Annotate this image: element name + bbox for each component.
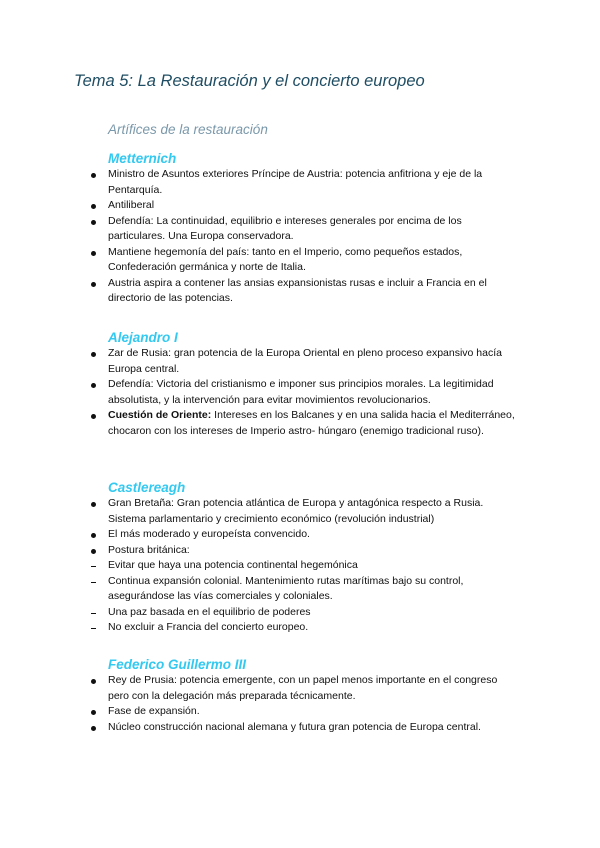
- list-item: Continua expansión colonial. Mantenimiento rutas marítimas bajo su control, asegurándose las vías comerciales y coloniales.: [108, 574, 464, 602]
- federico-list: [90, 673, 520, 735]
- oriente-label: Cuestión de Oriente:: [108, 409, 212, 421]
- list-item: Postura británica:: [108, 543, 190, 556]
- alejandro-list: [90, 346, 520, 439]
- list-item: Antiliberal: [108, 199, 155, 211]
- list-item: [90, 408, 520, 439]
- list-item: Zar de Rusia: gran potencia de la Europa Oriental en pleno proceso expansivo hacía Europa central.: [108, 347, 502, 375]
- section-federico: [0, 657, 600, 735]
- list-item: Ministro de Asuntos exteriores Príncipe de Austria: potencia anfitriona y eje de la Pentarquía.: [108, 168, 483, 196]
- list-item: Austria aspira a contener las ansias expansionistas rusas e incluir a Francia en el directorio de las potencias.: [108, 276, 487, 304]
- list-item: No excluir a Francia del concierto europeo.: [108, 621, 309, 633]
- section-metternich: [0, 151, 600, 307]
- list-item: Defendía: La continuidad, equilibrio e intereses generales por encima de los particulares. Una Europa conservadora.: [108, 214, 462, 242]
- castlereagh-list: [90, 496, 520, 636]
- oriente-text: Intereses en los Balcanes y en una salida hacia el Mediterráneo, chocaron con los intereses de Imperio astro- húngaro (enemigo tradicional ruso).: [108, 409, 515, 437]
- section-heading-alejandro: Alejandro I: [108, 330, 178, 345]
- section-heading-metternich: Metternich: [108, 151, 177, 166]
- list-item: Gran Bretaña: Gran potencia atlántica de Europa y antagónica respecto a Rusia. Sistema parlamentario y crecimiento económico (revolución industrial): [108, 497, 484, 525]
- section-alejandro: [0, 330, 600, 439]
- section-heading-federico: Federico Guillermo III: [108, 657, 247, 672]
- section-castlereagh: [0, 480, 600, 636]
- list-item: El más moderado y europeísta convencido.: [108, 528, 310, 540]
- document-title: Tema 5: La Restauración y el concierto europeo: [74, 72, 425, 90]
- list-item: Una paz basada en el equilibrio de poderes: [108, 605, 311, 618]
- list-item: Fase de expansión.: [108, 705, 200, 717]
- document-subtitle: Artífices de la restauración: [108, 122, 268, 137]
- metternich-list: [90, 167, 520, 307]
- list-item: Rey de Prusia: potencia emergente, con un papel menos importante en el congreso pero con la delegación más preparada técnicamente.: [108, 674, 498, 702]
- list-item: Evitar que haya una potencia continental hegemónica: [108, 559, 358, 571]
- list-item: Defendía: Victoria del cristianismo e imponer sus principios morales. La legitimidad absolutista, y la intervención para evitar movimientos revolucionarios.: [108, 378, 494, 406]
- list-item: Núcleo construcción nacional alemana y futura gran potencia de Europa central.: [108, 720, 481, 733]
- list-item: Mantiene hegemonía del país: tanto en el Imperio, como pequeños estados, Confederación germánica y norte de Italia.: [108, 245, 463, 273]
- section-heading-castlereagh: Castlereagh: [108, 480, 186, 495]
